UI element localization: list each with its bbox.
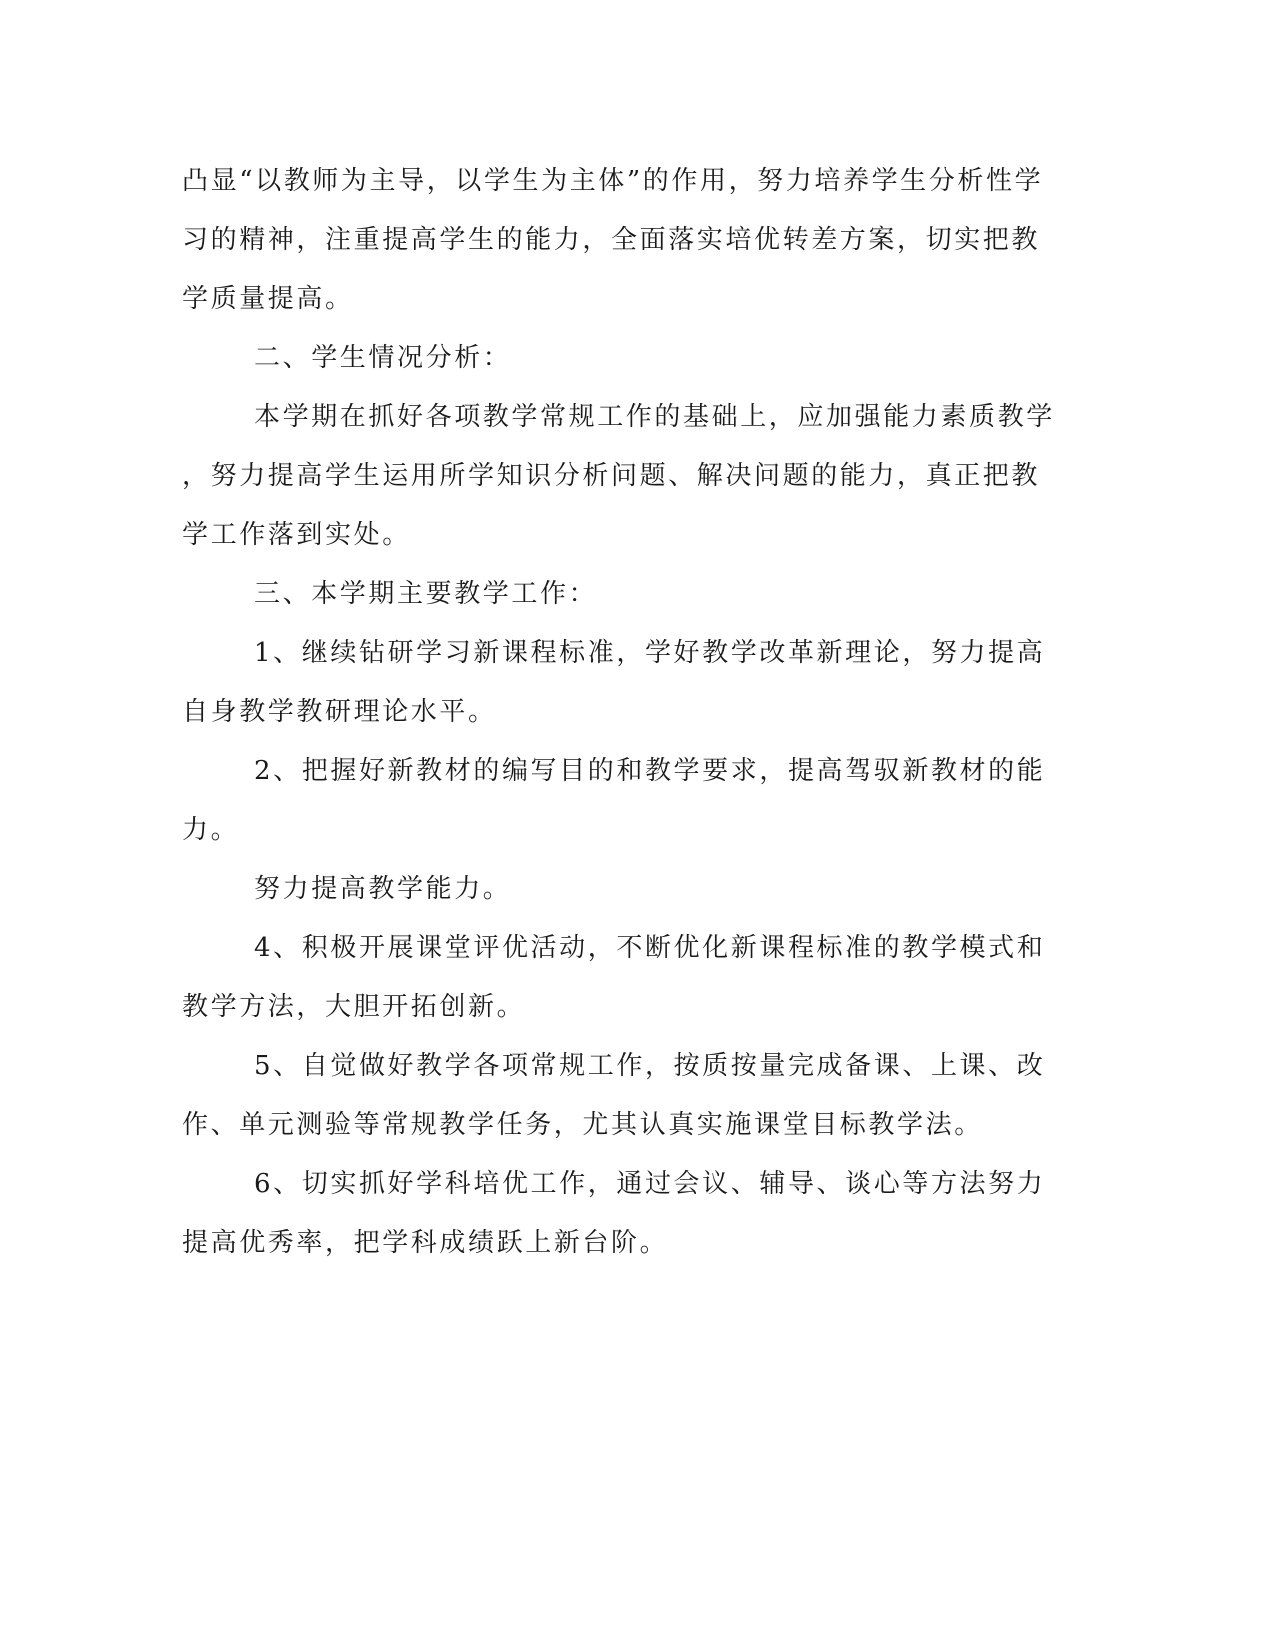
list-item: 6、切实抓好学科培优工作，通过会议、辅导、谈心等方法努力 xyxy=(254,1169,1046,1199)
list-item: 5、自觉做好教学各项常规工作，按质按量完成备课、上课、改 xyxy=(254,1051,1046,1081)
list-item: 2、把握好新教材的编写目的和教学要求，提高驾驭新教材的能 xyxy=(254,756,1046,786)
paragraph-line: 学工作落到实处。 xyxy=(182,520,411,550)
paragraph-line: 凸显“以教师为主导，以学生为主体”的作用，努力培养学生分析性学 xyxy=(182,166,1044,196)
list-item-continuation: 教学方法，大胆开拓创新。 xyxy=(182,992,526,1022)
paragraph-line: 本学期在抓好各项教学常规工作的基础上，应加强能力素质教学 xyxy=(254,402,1055,432)
section-heading: 三、本学期主要教学工作： xyxy=(254,579,598,609)
list-item-continuation: 自身教学教研理论水平。 xyxy=(182,697,497,727)
paragraph-line: 习的精神，注重提高学生的能力，全面落实培优转差方案，切实把教 xyxy=(182,225,1041,255)
list-item-continuation: 提高优秀率，把学科成绩跃上新台阶。 xyxy=(182,1228,669,1258)
paragraph-line: ，努力提高学生运用所学知识分析问题、解决问题的能力，真正把教 xyxy=(182,461,1041,491)
list-item: 努力提高教学能力。 xyxy=(254,874,512,904)
paragraph-line: 学质量提高。 xyxy=(182,284,354,314)
list-item-continuation: 作、单元测验等常规教学任务，尤其认真实施课堂目标教学法。 xyxy=(182,1110,983,1140)
list-item-continuation: 力。 xyxy=(182,815,240,845)
list-item: 1、继续钻研学习新课程标准，学好教学改革新理论，努力提高 xyxy=(254,638,1046,668)
list-item: 4、积极开展课堂评优活动，不断优化新课程标准的教学模式和 xyxy=(254,933,1046,963)
section-heading: 二、学生情况分析： xyxy=(254,343,512,373)
